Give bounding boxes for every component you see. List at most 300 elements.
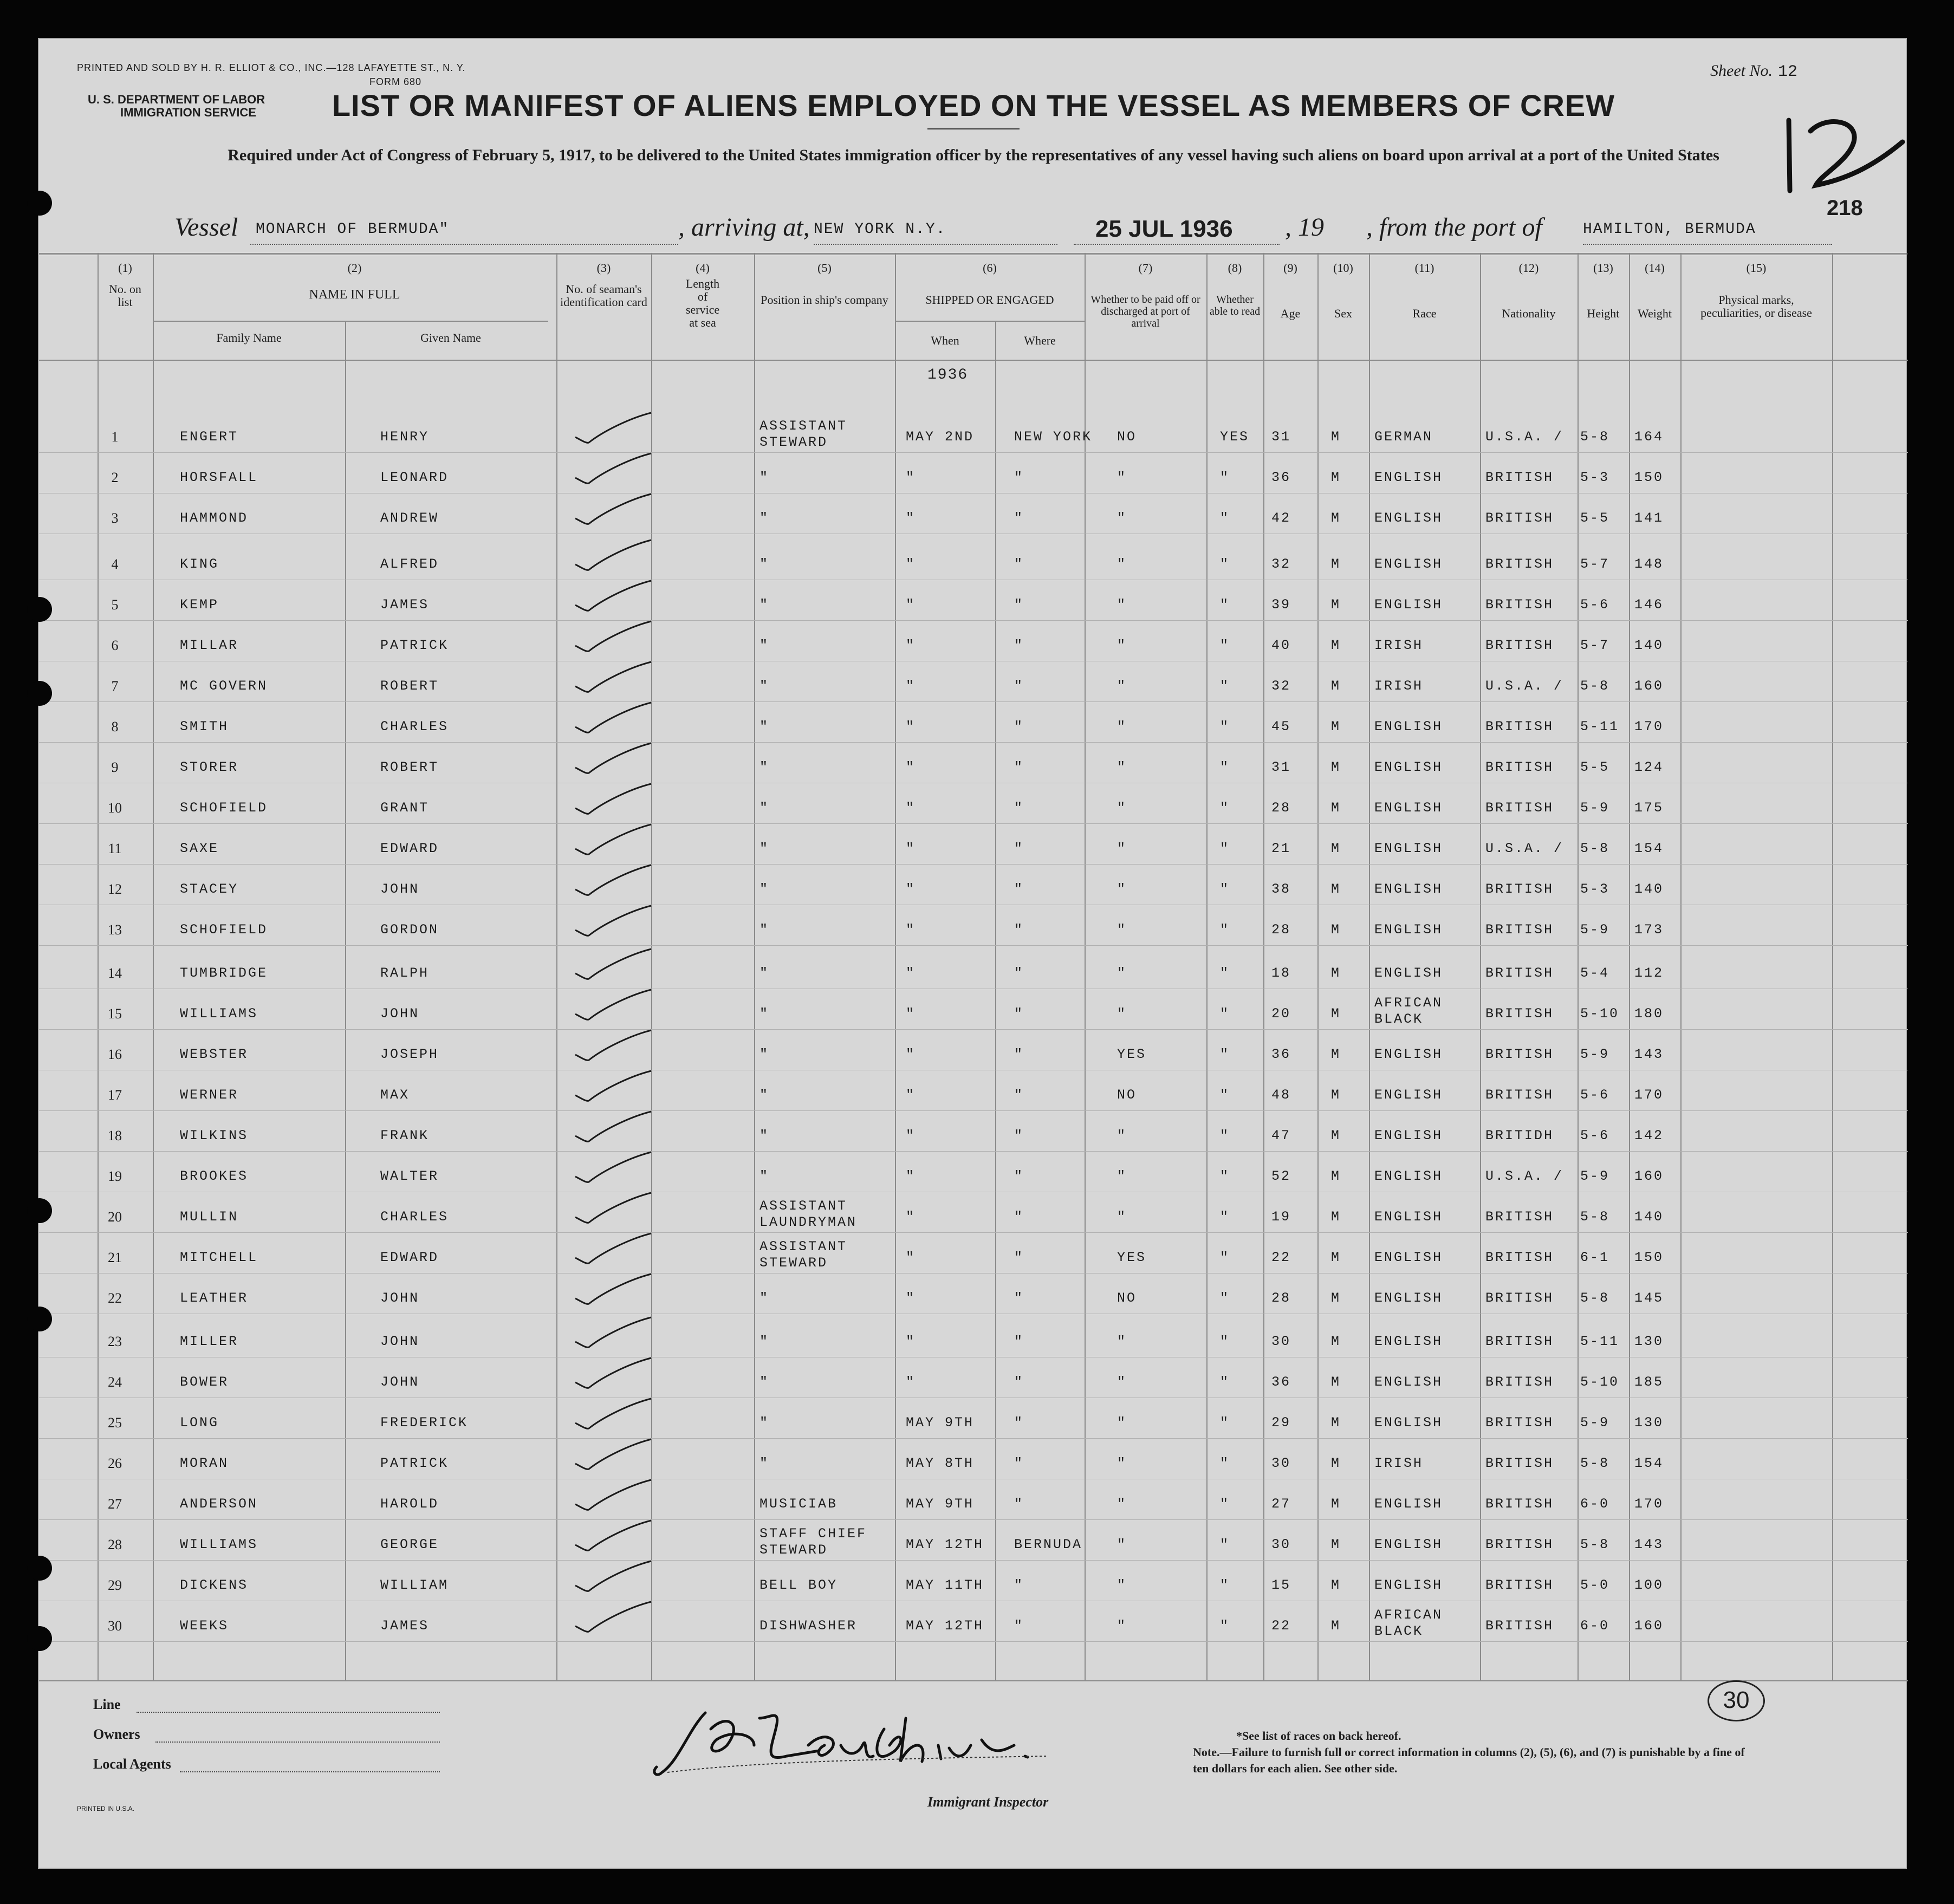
cell-family: SCHOFIELD [180, 922, 268, 938]
cell-position: " [759, 1047, 770, 1062]
cell-no: 21 [108, 1250, 122, 1265]
cell-read: " [1220, 1087, 1230, 1103]
cell-given: GORDON [380, 922, 439, 938]
cell-age: 36 [1271, 470, 1291, 485]
inspector-label: Immigrant Inspector [927, 1794, 1049, 1810]
cell-sex: M [1331, 1006, 1341, 1022]
table-row [39, 1399, 1908, 1440]
cell-no: 11 [108, 841, 122, 856]
signature-scribble [646, 1697, 1057, 1789]
from-port-label: , from the port of [1366, 213, 1542, 242]
cell-nationality: BRITISH [1485, 556, 1554, 572]
cell-nationality: BRITISH [1485, 1209, 1554, 1225]
table-row [39, 703, 1908, 744]
cell-given: GEORGE [380, 1537, 439, 1552]
cell-when: " [906, 719, 916, 735]
cell-position: STAFF CHIEF STEWARD [759, 1526, 867, 1558]
cell-where: " [1014, 1128, 1024, 1143]
table-row [39, 1480, 1908, 1521]
cell-sex: M [1331, 1087, 1341, 1103]
line-label: Line [93, 1697, 121, 1712]
year-label: , 19 [1285, 213, 1324, 242]
cell-read: " [1220, 1374, 1230, 1390]
col1-header: No. on list [109, 282, 141, 309]
cell-no: 3 [111, 510, 119, 526]
table-row [39, 581, 1908, 622]
col8-header: Whether able to read [1209, 294, 1261, 317]
cell-position: " [759, 759, 770, 775]
cell-paid: " [1117, 1455, 1127, 1471]
cell-age: 38 [1271, 881, 1291, 897]
cell-family: WEEKS [180, 1618, 229, 1634]
cell-height: 5-11 [1580, 1334, 1620, 1349]
cell-when: " [906, 965, 916, 981]
cell-position: " [759, 922, 770, 938]
cell-given: JOHN [380, 1334, 420, 1349]
cell-where: " [1014, 719, 1024, 735]
cell-nationality: BRITISH [1485, 1415, 1554, 1431]
table-row [39, 1358, 1908, 1399]
col9-header: Age [1280, 307, 1301, 320]
printed-mark: PRINTED IN U.S.A. [77, 1805, 135, 1812]
cell-height: 6-0 [1580, 1618, 1610, 1634]
cell-height: 5-6 [1580, 1128, 1610, 1143]
cell-race: ENGLISH [1374, 881, 1443, 897]
cell-age: 28 [1271, 1290, 1291, 1306]
col15-header: Physical marks, peculiarities, or disease [1700, 293, 1812, 320]
cell-paid: " [1117, 1415, 1127, 1431]
cell-age: 18 [1271, 965, 1291, 981]
cell-family: LEATHER [180, 1290, 249, 1306]
col4-number: (4) [696, 261, 710, 275]
table-row [39, 453, 1908, 495]
sheet-number-value: 12 [1777, 63, 1797, 81]
cell-given: GRANT [380, 800, 430, 816]
vessel-line [174, 212, 1832, 250]
cell-weight: 170 [1634, 719, 1664, 735]
cell-family: SAXE [180, 841, 219, 856]
note-penalty: Note.—Failure to furnish full or correct information in columns (2), (5), (6), and (7) is punishable by a fine of ten dollars for each alien. See other side. [1193, 1745, 1745, 1775]
cell-age: 45 [1271, 719, 1291, 735]
cell-when: " [906, 1087, 916, 1103]
cell-height: 5-9 [1580, 922, 1610, 938]
cell-read: " [1220, 1577, 1230, 1593]
cell-height: 5-9 [1580, 800, 1610, 816]
col8-number: (8) [1228, 261, 1242, 275]
col10-number: (10) [1333, 261, 1353, 275]
cell-given: EDWARD [380, 1250, 439, 1265]
checkmark-icon [570, 781, 657, 819]
cell-position: " [759, 678, 770, 694]
cell-paid: " [1117, 1374, 1127, 1390]
cell-race: ENGLISH [1374, 965, 1443, 981]
checkmark-icon [570, 1477, 657, 1515]
cell-race: GERMAN [1374, 429, 1433, 445]
cell-paid: " [1117, 965, 1127, 981]
cell-family: BROOKES [180, 1168, 249, 1184]
cell-family: BOWER [180, 1374, 229, 1390]
from-port: HAMILTON, BERMUDA [1583, 221, 1756, 238]
checkmark-icon [570, 1028, 657, 1065]
cell-read: " [1220, 965, 1230, 981]
col5-header: Position in ship's company [761, 293, 888, 307]
cell-weight: 100 [1634, 1577, 1664, 1593]
cell-nationality: BRITISH [1485, 1496, 1554, 1512]
cell-read: " [1220, 1537, 1230, 1552]
cell-read: " [1220, 1290, 1230, 1306]
cell-height: 5-6 [1580, 1087, 1610, 1103]
cell-nationality: U.S.A. / [1485, 841, 1564, 856]
cell-age: 40 [1271, 638, 1291, 653]
arriving-port: NEW YORK N.Y. [814, 221, 946, 238]
cell-family: ANDERSON [180, 1496, 258, 1512]
cell-nationality: BRITISH [1485, 1087, 1554, 1103]
table-row [39, 621, 1908, 662]
checkmark-icon [570, 1355, 657, 1393]
cell-weight: 170 [1634, 1496, 1664, 1512]
cell-where: " [1014, 1455, 1024, 1471]
cell-position: " [759, 965, 770, 981]
cell-given: JOHN [380, 1006, 420, 1022]
cell-read: " [1220, 759, 1230, 775]
cell-paid: " [1117, 881, 1127, 897]
vessel-underline [250, 244, 678, 245]
cell-height: 5-11 [1580, 719, 1620, 735]
cell-when: " [906, 556, 916, 572]
cell-given: JOSEPH [380, 1047, 439, 1062]
cell-paid: NO [1117, 429, 1137, 445]
cell-paid: " [1117, 1537, 1127, 1552]
cell-race: AFRICAN BLACK [1374, 995, 1443, 1027]
binder-hole [27, 1307, 52, 1331]
cell-sex: M [1331, 638, 1341, 653]
checkmark-icon [570, 1518, 657, 1556]
cell-where: " [1014, 965, 1024, 981]
cell-when: MAY 2ND [906, 429, 975, 445]
checkmark-icon [570, 1599, 657, 1637]
table-row [39, 1071, 1908, 1112]
checkmark-icon [570, 1315, 657, 1353]
binder-hole [27, 597, 52, 622]
cell-where: " [1014, 1334, 1024, 1349]
sheet-number-label: Sheet No. [1710, 62, 1773, 80]
cell-given: JOHN [380, 1374, 420, 1390]
cell-position: " [759, 638, 770, 653]
cell-given: WILLIAM [380, 1577, 449, 1593]
cell-no: 10 [108, 800, 122, 816]
cell-age: 19 [1271, 1209, 1291, 1225]
document-title: LIST OR MANIFEST OF ALIENS EMPLOYED ON THE VESSEL AS MEMBERS OF CREW [332, 88, 1615, 122]
row-rule [39, 1110, 1908, 1111]
agents-underline [180, 1771, 440, 1772]
checkmark-icon [570, 1271, 657, 1309]
cell-weight: 160 [1634, 1168, 1664, 1184]
cell-no: 9 [111, 759, 119, 775]
cell-age: 52 [1271, 1168, 1291, 1184]
cell-where: " [1014, 1415, 1024, 1431]
cell-nationality: U.S.A. / [1485, 429, 1564, 445]
cell-race: ENGLISH [1374, 841, 1443, 856]
cell-weight: 154 [1634, 1455, 1664, 1471]
cell-no: 17 [108, 1087, 122, 1103]
cell-nationality: BRITISH [1485, 719, 1554, 735]
table-row [39, 662, 1908, 703]
cell-position: " [759, 841, 770, 856]
cell-age: 28 [1271, 922, 1291, 938]
cell-no: 14 [108, 965, 122, 981]
cell-paid: " [1117, 1128, 1127, 1143]
cell-race: ENGLISH [1374, 1334, 1443, 1349]
col13-header: Height [1587, 307, 1620, 320]
col9-number: (9) [1283, 261, 1297, 275]
cell-sex: M [1331, 1047, 1341, 1062]
table-row [39, 1602, 1908, 1643]
cell-height: 5-8 [1580, 1537, 1610, 1552]
cell-race: ENGLISH [1374, 510, 1443, 526]
col13-number: (13) [1593, 261, 1613, 275]
checkmark-icon [570, 537, 657, 575]
owners-underline [155, 1741, 440, 1743]
cell-when: MAY 12TH [906, 1537, 984, 1552]
cell-age: 27 [1271, 1496, 1291, 1512]
cell-when: " [906, 841, 916, 856]
cell-family: SCHOFIELD [180, 800, 268, 816]
table-row [39, 990, 1908, 1031]
cell-paid: " [1117, 841, 1127, 856]
cell-when: " [906, 1374, 916, 1390]
cell-sex: M [1331, 719, 1341, 735]
cell-family: STACEY [180, 881, 239, 897]
cell-family: MORAN [180, 1455, 229, 1471]
cell-read: " [1220, 556, 1230, 572]
cell-when: " [906, 510, 916, 526]
cell-where: " [1014, 1577, 1024, 1593]
cell-when: MAY 9TH [906, 1496, 975, 1512]
cell-given: MAX [380, 1087, 410, 1103]
cell-paid: " [1117, 800, 1127, 816]
cell-given: ALFRED [380, 556, 439, 572]
cell-read: " [1220, 922, 1230, 938]
cell-height: 5-8 [1580, 678, 1610, 694]
checkmark-icon [570, 659, 657, 697]
table-row [39, 824, 1908, 866]
cell-weight: 140 [1634, 638, 1664, 653]
cell-given: JOHN [380, 881, 420, 897]
cell-weight: 160 [1634, 1618, 1664, 1634]
shipped-subheader-rule [895, 321, 1085, 322]
cell-paid: NO [1117, 1087, 1137, 1103]
cell-read: " [1220, 800, 1230, 816]
row-rule [39, 945, 1908, 946]
cell-height: 5-10 [1580, 1006, 1620, 1022]
cell-position: ASSISTANT STEWARD [759, 418, 848, 450]
cell-read: " [1220, 1006, 1230, 1022]
cell-position: " [759, 1290, 770, 1306]
cell-read: " [1220, 1168, 1230, 1184]
cell-race: ENGLISH [1374, 759, 1443, 775]
cell-weight: 148 [1634, 556, 1664, 572]
col2-family-header: Family Name [216, 331, 282, 345]
cell-sex: M [1331, 881, 1341, 897]
cell-when: " [906, 1047, 916, 1062]
cell-family: WERNER [180, 1087, 239, 1103]
cell-nationality: BRITISH [1485, 1618, 1554, 1634]
cell-weight: 130 [1634, 1415, 1664, 1431]
row-rule [39, 1641, 1908, 1642]
cell-race: ENGLISH [1374, 1047, 1443, 1062]
cell-sex: M [1331, 1415, 1341, 1431]
cell-position: " [759, 556, 770, 572]
cell-nationality: BRITISH [1485, 1250, 1554, 1265]
cell-family: ENGERT [180, 429, 239, 445]
cell-weight: 143 [1634, 1537, 1664, 1552]
cell-where: NEW YORK [1014, 429, 1093, 445]
row-rule [39, 701, 1908, 702]
cell-no: 30 [108, 1618, 122, 1634]
cell-position: " [759, 1374, 770, 1390]
cell-position: MUSICIAB [759, 1496, 838, 1512]
printer-credit [77, 61, 466, 89]
table-row [39, 784, 1908, 825]
col11-number: (11) [1414, 261, 1434, 275]
table-bottom-rule [39, 1680, 1908, 1681]
table-row [39, 1112, 1908, 1153]
cell-paid: NO [1117, 1290, 1137, 1306]
row-rule [39, 742, 1908, 743]
cell-sex: M [1331, 1374, 1341, 1390]
cell-no: 25 [108, 1415, 122, 1431]
cell-read: " [1220, 1618, 1230, 1634]
cell-paid: " [1117, 510, 1127, 526]
row-rule [39, 1029, 1908, 1030]
cell-race: ENGLISH [1374, 800, 1443, 816]
table-row [39, 1561, 1908, 1602]
cell-where: " [1014, 1290, 1024, 1306]
cell-where: " [1014, 800, 1024, 816]
cell-where: " [1014, 678, 1024, 694]
cell-read: " [1220, 1455, 1230, 1471]
cell-age: 48 [1271, 1087, 1291, 1103]
cell-given: RALPH [380, 965, 430, 981]
cell-paid: " [1117, 678, 1127, 694]
cell-age: 28 [1271, 800, 1291, 816]
cell-age: 42 [1271, 510, 1291, 526]
binder-hole [27, 1626, 52, 1651]
cell-where: " [1014, 1047, 1024, 1062]
cell-nationality: BRITISH [1485, 922, 1554, 938]
cell-age: 22 [1271, 1618, 1291, 1634]
col12-header: Nationality [1502, 307, 1556, 320]
cell-sex: M [1331, 678, 1341, 694]
cell-sex: M [1331, 556, 1341, 572]
cell-race: ENGLISH [1374, 1290, 1443, 1306]
cell-race: IRISH [1374, 1455, 1424, 1471]
cell-no: 15 [108, 1006, 122, 1022]
row-rule [39, 1232, 1908, 1233]
checkmark-icon [570, 1396, 657, 1434]
cell-family: HORSFALL [180, 470, 258, 485]
cell-age: 31 [1271, 429, 1291, 445]
table-row [39, 906, 1908, 947]
cell-nationality: BRITISH [1485, 1455, 1554, 1471]
cell-no: 7 [111, 678, 119, 694]
cell-no: 2 [111, 470, 119, 485]
cell-race: ENGLISH [1374, 1415, 1443, 1431]
cell-sex: M [1331, 470, 1341, 485]
cell-no: 24 [108, 1374, 122, 1390]
col15-number: (15) [1746, 261, 1767, 275]
cell-family: LONG [180, 1415, 219, 1431]
cell-where: " [1014, 470, 1024, 485]
cell-race: ENGLISH [1374, 1168, 1443, 1184]
cell-family: MULLIN [180, 1209, 239, 1225]
checkmark-icon [570, 1149, 657, 1187]
cell-when: " [906, 881, 916, 897]
cell-height: 5-9 [1580, 1047, 1610, 1062]
cell-no: 19 [108, 1168, 122, 1184]
cell-race: ENGLISH [1374, 1250, 1443, 1265]
cell-sex: M [1331, 597, 1341, 613]
checkmark-icon [570, 1558, 657, 1596]
cell-nationality: BRITISH [1485, 1290, 1554, 1306]
cell-no: 26 [108, 1455, 122, 1471]
cell-read: " [1220, 881, 1230, 897]
checkmark-icon [570, 740, 657, 778]
line-underline [137, 1712, 440, 1713]
cell-nationality: BRITISH [1485, 965, 1554, 981]
cell-paid: " [1117, 1209, 1127, 1225]
cell-weight: 154 [1634, 841, 1664, 856]
cell-no: 27 [108, 1496, 122, 1512]
cell-weight: 141 [1634, 510, 1664, 526]
cell-given: PATRICK [380, 1455, 449, 1471]
cell-age: 21 [1271, 841, 1291, 856]
manifest-sheet [38, 38, 1907, 1869]
cell-position: " [759, 1455, 770, 1471]
cell-height: 5-7 [1580, 556, 1610, 572]
date-underline [1074, 244, 1280, 245]
cell-race: ENGLISH [1374, 1209, 1443, 1225]
cell-nationality: BRITIDH [1485, 1128, 1554, 1143]
cell-height: 5-9 [1580, 1415, 1610, 1431]
checkmark-icon [570, 491, 657, 529]
cell-read: " [1220, 678, 1230, 694]
cell-position: " [759, 1334, 770, 1349]
col3-header: No. of seaman's identification card [560, 282, 647, 309]
cell-read: " [1220, 470, 1230, 485]
cell-nationality: U.S.A. / [1485, 678, 1564, 694]
cell-position: " [759, 881, 770, 897]
cell-read: " [1220, 597, 1230, 613]
table-top-rule [39, 253, 1908, 255]
cell-weight: 143 [1634, 1047, 1664, 1062]
cell-age: 15 [1271, 1577, 1291, 1593]
cell-family: STORER [180, 759, 239, 775]
cell-given: JAMES [380, 1618, 430, 1634]
cell-paid: " [1117, 638, 1127, 653]
cell-height: 5-5 [1580, 759, 1610, 775]
cell-where: " [1014, 1618, 1024, 1634]
cell-given: ROBERT [380, 759, 439, 775]
table-row [39, 743, 1908, 784]
printer-line-2: FORM 680 [369, 76, 422, 87]
cell-sex: M [1331, 1250, 1341, 1265]
cell-age: 30 [1271, 1537, 1291, 1552]
cell-read: " [1220, 638, 1230, 653]
cell-family: DICKENS [180, 1577, 249, 1593]
cell-race: ENGLISH [1374, 597, 1443, 613]
checkmark-icon [570, 700, 657, 738]
